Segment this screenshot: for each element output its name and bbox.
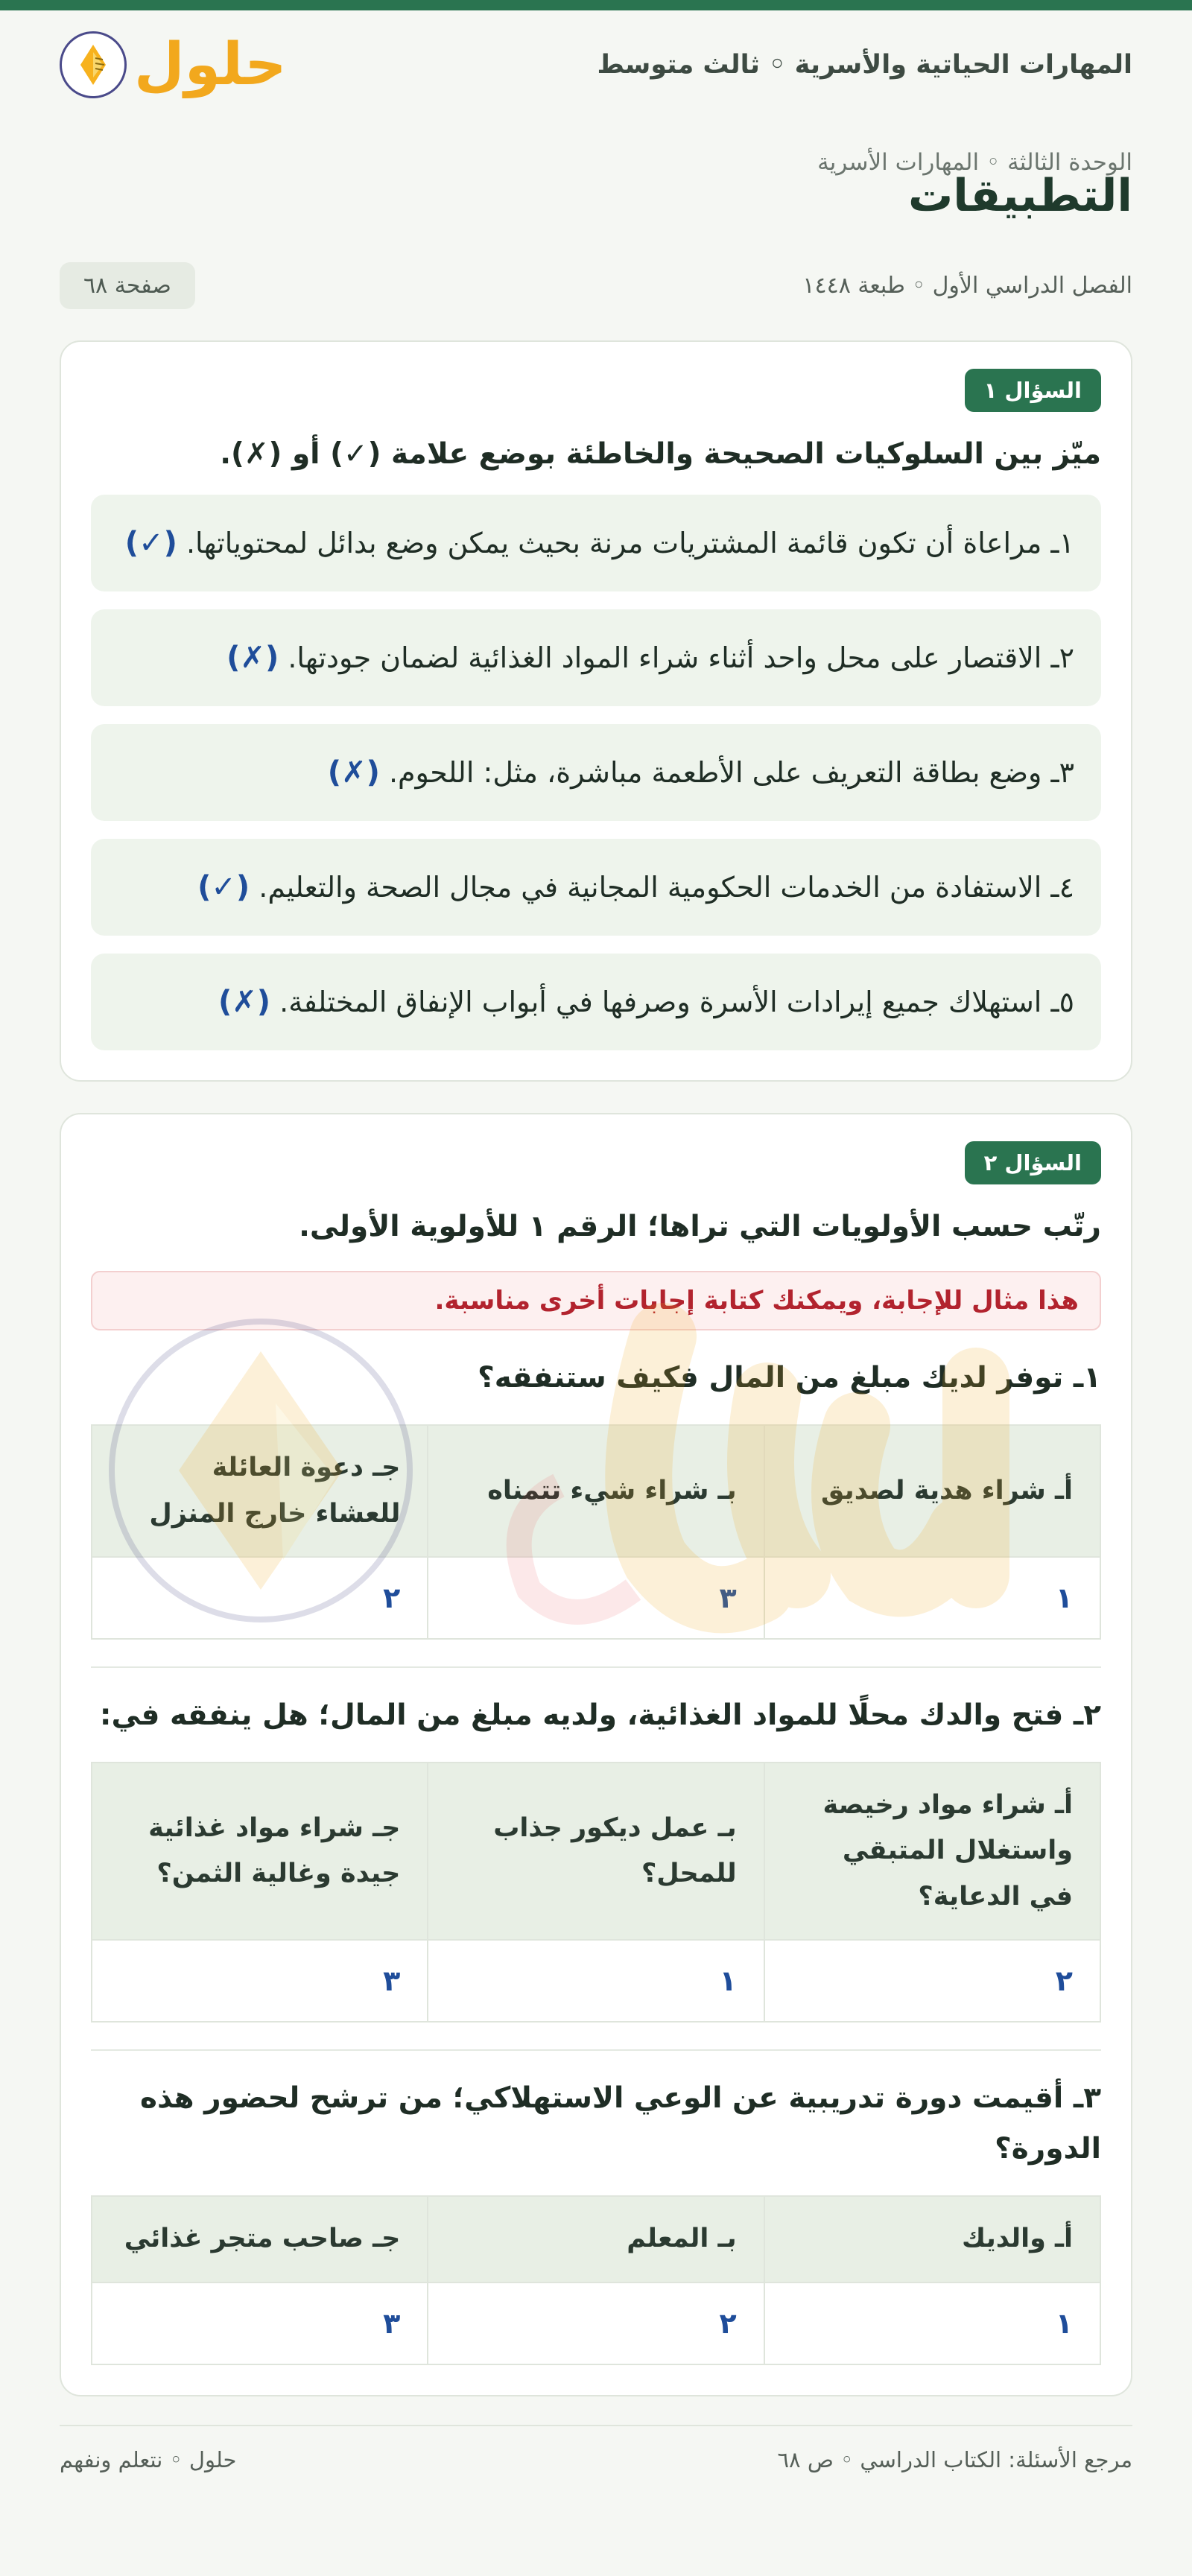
option-cell: أـ شراء مواد رخيصة واستغلال المتبقي في الدعاية؟ <box>764 1763 1100 1940</box>
page-footer <box>60 2425 1132 2502</box>
options-table <box>91 1762 1101 2023</box>
divider <box>91 2049 1101 2051</box>
statement-item <box>91 724 1101 821</box>
page-number-badge: صفحة ٦٨ <box>60 262 195 309</box>
sub-question: ٣ـ أقيمت دورة تدريبية عن الوعي الاستهلاكي؛ من ترشح لحضور هذه الدورة؟ <box>139 2081 1101 2166</box>
options-table <box>91 2195 1101 2364</box>
statement-item <box>91 495 1101 591</box>
answer-mark: (✓) <box>197 869 250 904</box>
rank-answer: ٢ <box>428 2282 764 2364</box>
divider <box>91 1666 1101 1668</box>
statement-item <box>91 609 1101 706</box>
options-row <box>92 2196 1100 2282</box>
answer-note: هذا مثال للإجابة، ويمكنك كتابة إجابات أخرى مناسبة. <box>91 1271 1101 1330</box>
answer-mark: (✗) <box>327 755 380 790</box>
brand-logo[interactable] <box>60 31 287 98</box>
question-prompt: رتّب حسب الأولويات التي تراها؛ الرقم ١ للأولوية الأولى. <box>299 1209 1101 1243</box>
page-title: التطبيقات <box>907 170 1132 222</box>
rank-answer: ٣ <box>428 1557 764 1639</box>
option-cell: جـ شراء مواد غذائية جيدة وغالية الثمن؟ <box>92 1763 428 1940</box>
option-cell: جـ دعوة العائلة للعشاء خارج المنزل <box>92 1425 428 1557</box>
rank-answer: ١ <box>764 1557 1100 1639</box>
answers-row <box>92 1557 1100 1639</box>
answers-row <box>92 1940 1100 2022</box>
rank-answer: ٣ <box>92 2282 428 2364</box>
top-bar <box>60 10 1132 104</box>
options-row <box>92 1425 1100 1557</box>
options-table <box>91 1424 1101 1640</box>
option-cell: بـ عمل ديكور جذاب للمحل؟ <box>428 1763 764 1940</box>
option-cell: جـ صاحب متجر غذائي <box>92 2196 428 2282</box>
option-cell: أـ شراء هدية لصديق <box>764 1425 1100 1557</box>
rank-answer: ٢ <box>764 1940 1100 2022</box>
statement-item <box>91 954 1101 1050</box>
statement-text: ٤ـ الاستفادة من الخدمات الحكومية المجانية في مجال الصحة والتعليم. <box>259 870 1074 904</box>
sub-question: ٢ـ فتح والدك محلًا للمواد الغذائية، ولديه مبلغ من المال؛ هل ينفقه في: <box>99 1698 1101 1732</box>
subject-title: المهارات الحياتية والأسرية ◦ ثالث متوسط <box>597 50 1132 80</box>
rank-answer: ٢ <box>92 1557 428 1639</box>
brand-name: حلول <box>134 31 287 98</box>
book-icon <box>60 31 127 98</box>
footer-reference: مرجع الأسئلة: الكتاب الدراسي ◦ ص ٦٨ <box>777 2446 1132 2472</box>
edition-info: الفصل الدراسي الأول ◦ طبعة ١٤٤٨ <box>802 273 1132 299</box>
answer-mark: (✓) <box>124 525 177 560</box>
answers-row <box>92 2282 1100 2364</box>
footer-brand: حلول ◦ نتعلم ونفهم <box>60 2446 237 2472</box>
meta-row <box>60 262 1132 309</box>
statement-item <box>91 839 1101 936</box>
options-row <box>92 1763 1100 1940</box>
option-cell: بـ المعلم <box>428 2196 764 2282</box>
answer-mark: (✗) <box>218 984 271 1019</box>
sub-question: ١ـ توفر لديك مبلغ من المال فكيف ستنفقه؟ <box>478 1361 1101 1395</box>
question-2-card <box>60 1113 1132 2396</box>
rank-answer: ٣ <box>92 1940 428 2022</box>
question-prompt: ميّز بين السلوكيات الصحيحة والخاطئة بوضع علامة (✓) أو (✗). <box>220 437 1101 471</box>
answer-mark: (✗) <box>226 640 279 675</box>
statement-text: ٥ـ استهلاك جميع إيرادات الأسرة وصرفها في أبواب الإنفاق المختلفة. <box>279 985 1074 1018</box>
question-badge: السؤال ٢ <box>965 1141 1101 1184</box>
question-badge: السؤال ١ <box>965 369 1101 412</box>
rank-answer: ١ <box>764 2282 1100 2364</box>
statement-text: ١ـ مراعاة أن تكون قائمة المشتريات مرنة بحيث يمكن وضع بدائل لمحتوياتها. <box>186 526 1074 559</box>
option-cell: بـ شراء شيء تتمناه <box>428 1425 764 1557</box>
rank-answer: ١ <box>428 1940 764 2022</box>
breadcrumb: الوحدة الثالثة ◦ المهارات الأسرية <box>817 149 1132 176</box>
statement-text: ٣ـ وضع بطاقة التعريف على الأطعمة مباشرة، مثل: اللحوم. <box>388 755 1074 789</box>
question-1-card <box>60 340 1132 1082</box>
option-cell: أـ والديك <box>764 2196 1100 2282</box>
statement-text: ٢ـ الاقتصار على محل واحد أثناء شراء المواد الغذائية لضمان جودتها. <box>288 641 1074 674</box>
